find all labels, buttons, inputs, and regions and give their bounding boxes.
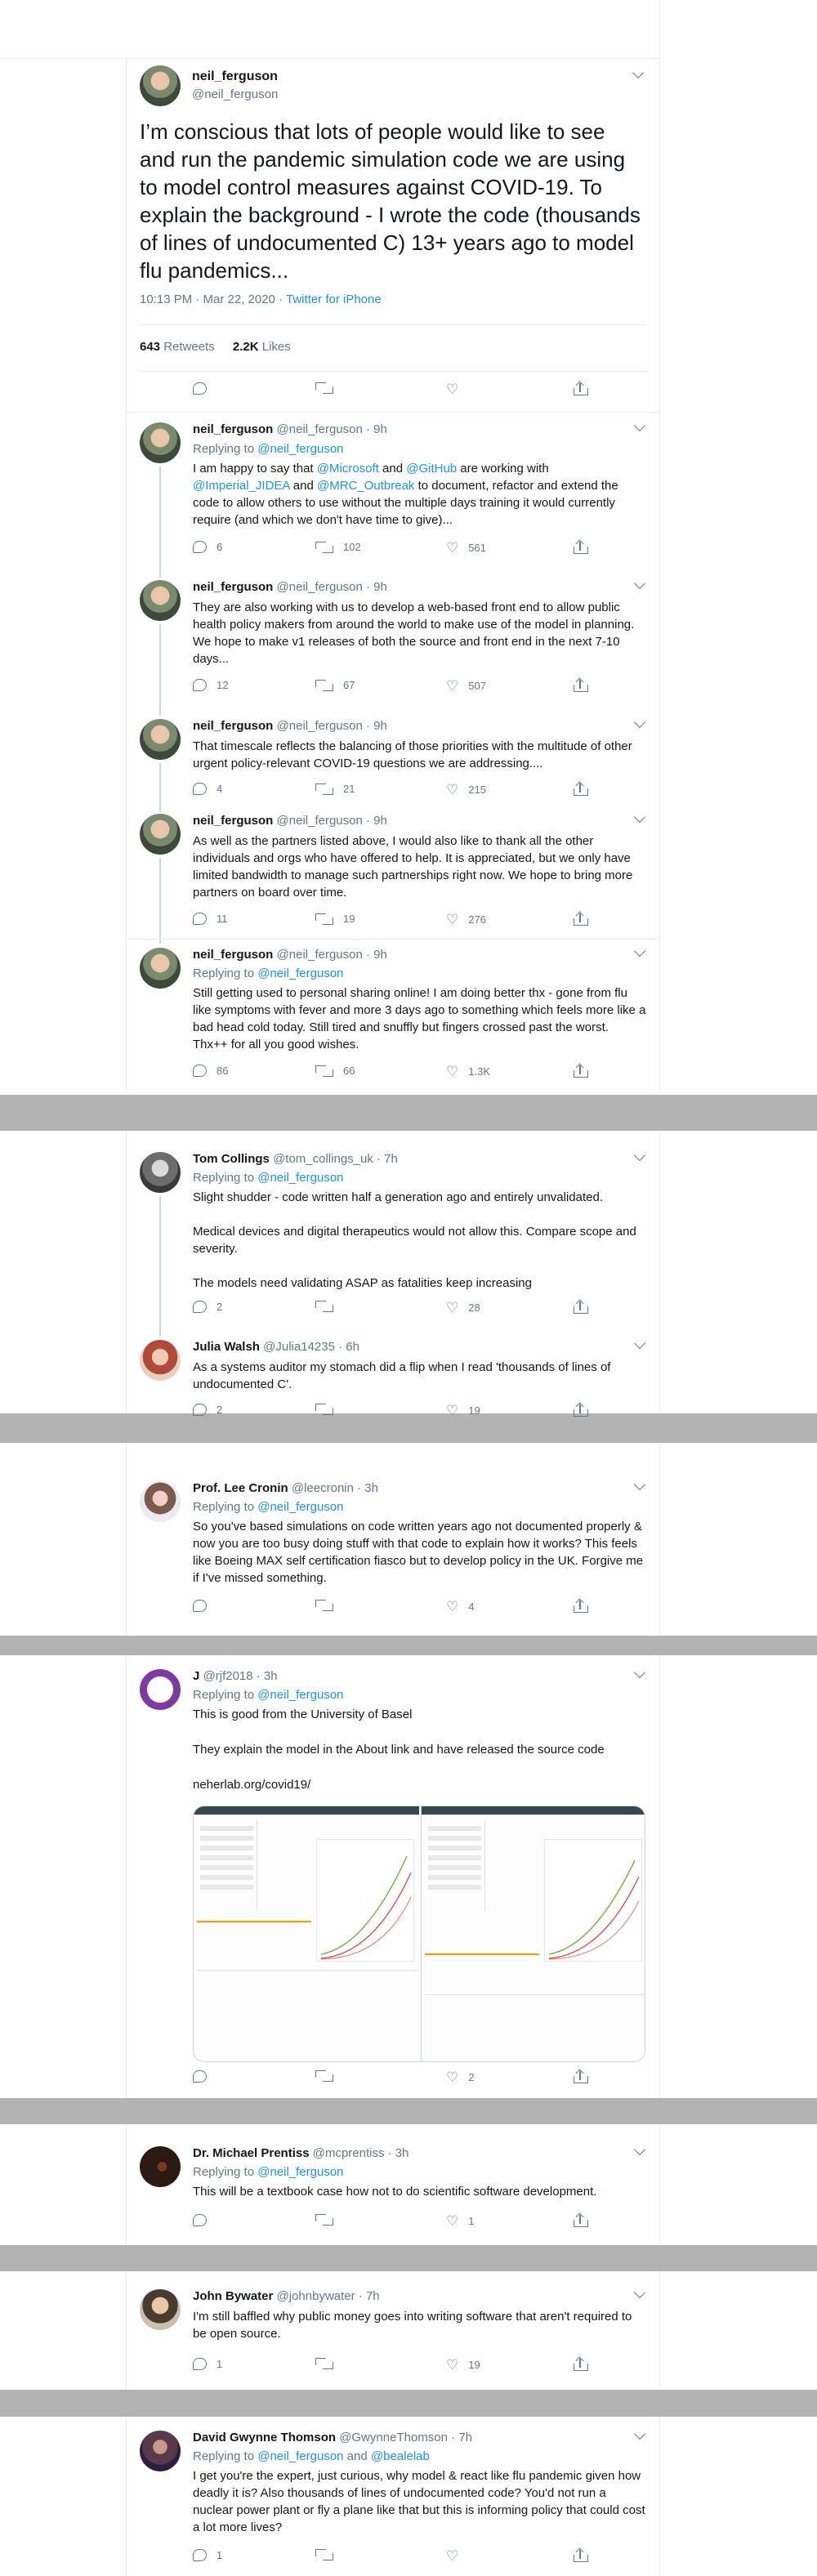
author-handle[interactable]: @neil_ferguson — [192, 87, 279, 101]
reply-icon — [193, 1301, 207, 1313]
conversation-separator — [0, 2245, 817, 2271]
mention-link[interactable]: @neil_ferguson — [257, 967, 344, 980]
share-button[interactable] — [574, 2070, 587, 2083]
like-button[interactable]: ♡ 28 — [446, 1300, 480, 1315]
replying-to: Replying to @neil_ferguson — [193, 442, 344, 456]
share-button[interactable] — [574, 913, 587, 926]
retweet-icon — [315, 1600, 333, 1611]
reply-button[interactable] — [193, 382, 207, 395]
tweet-text-line: They explain the model in the About link and have released the source code — [193, 1743, 605, 1757]
reply-icon — [193, 541, 207, 553]
tweet-actions — [193, 1404, 601, 1422]
retweet-button[interactable]: 19 — [315, 913, 355, 925]
reply-icon — [193, 783, 207, 795]
retweet-icon — [315, 680, 333, 691]
conversation-separator — [0, 2390, 817, 2417]
like-button[interactable] — [446, 2549, 468, 2563]
like-button[interactable]: ♡ 276 — [446, 912, 486, 927]
heart-icon: ♡ — [446, 2069, 459, 2085]
author-line[interactable]: Dr. Michael Prentiss @mcprentiss · 3h — [193, 2146, 409, 2160]
author-line[interactable]: Julia Walsh @Julia14235 · 6h — [193, 1340, 359, 1354]
tweet-text: So you've based simulations on code written years ago not documented properly & now you are too busy doing stuff with that code to explain how it works? This feels like Boeing MAX self certification fiasco but to develop policy in the UK. Forgive me if I've missed something. — [193, 1520, 644, 1585]
reply-button[interactable]: 11 — [193, 913, 228, 925]
author-line[interactable]: neil_ferguson @neil_ferguson · 9h — [193, 814, 387, 828]
author-line[interactable]: Prof. Lee Cronin @leecronin · 3h — [193, 1481, 378, 1495]
share-button[interactable] — [574, 541, 587, 554]
tweet-text: I'm still baffled why public money goes into writing software that aren't required to be open source. — [193, 2310, 632, 2341]
tweet-source-link[interactable]: Twitter for iPhone — [285, 292, 382, 306]
share-button[interactable] — [574, 679, 587, 692]
mention-link[interactable]: @Microsoft — [316, 462, 379, 475]
tweet-actions — [193, 2358, 601, 2376]
share-icon — [574, 783, 587, 796]
retweet-icon — [315, 382, 333, 394]
share-button[interactable] — [574, 1065, 587, 1078]
mention-link[interactable]: @neil_ferguson — [257, 1500, 344, 1514]
tweet-text: That timescale reflects the balancing of those priorities with the multitude of other urgent policy-relevant COVID-19 questions we are addressing.... — [193, 739, 632, 770]
share-icon — [574, 1065, 587, 1078]
external-link[interactable]: neherlab.org/covid19/ — [193, 1778, 311, 1792]
heart-icon: ♡ — [446, 782, 459, 797]
avatar[interactable] — [140, 2146, 181, 2187]
avatar[interactable] — [140, 1481, 181, 1522]
like-button[interactable]: ♡ 1.3K — [446, 1064, 490, 1079]
retweet-icon — [315, 913, 333, 925]
app-screenshot-left — [194, 1806, 419, 2062]
retweet-icon — [315, 1065, 333, 1077]
like-button[interactable]: ♡ 507 — [446, 678, 486, 694]
avatar[interactable] — [140, 65, 181, 106]
reply-icon — [193, 2214, 207, 2226]
retweet-icon — [315, 542, 333, 553]
tweet-timestamp — [140, 292, 382, 306]
reply-button[interactable]: 1 — [193, 2549, 222, 2561]
avatar[interactable] — [140, 1669, 181, 1710]
replying-to: Replying to @neil_ferguson and @bealelab — [193, 2449, 430, 2463]
like-button[interactable]: ♡ 4 — [446, 1599, 475, 1614]
retweet-button[interactable]: 21 — [315, 783, 355, 795]
tweet-actions — [193, 2214, 601, 2232]
attached-image[interactable] — [193, 1806, 645, 2062]
replying-to: Replying to @neil_ferguson — [193, 1688, 344, 1702]
heart-icon: ♡ — [446, 1300, 459, 1315]
avatar[interactable] — [140, 580, 181, 621]
reply-button[interactable] — [193, 2214, 217, 2226]
reply-icon — [193, 2358, 207, 2370]
retweet-button[interactable]: 102 — [315, 541, 361, 553]
avatar[interactable] — [140, 948, 181, 989]
avatar[interactable] — [140, 719, 181, 760]
share-button[interactable] — [574, 1301, 587, 1314]
retweet-button[interactable] — [315, 2070, 343, 2082]
mention-link[interactable]: @Imperial_JIDEA — [193, 479, 290, 493]
avatar[interactable] — [140, 422, 181, 463]
tweet-text: I’m conscious that lots of people would like to see and run the pandemic simulation code we are using to model control measures against COVID-19. To explain the background - I wrote the code (thousands of lines of undocumented C) 13+ years ago to model flu pandemics... — [140, 119, 641, 283]
mention-link[interactable]: @neil_ferguson — [257, 2165, 344, 2179]
author-line[interactable]: neil_ferguson @neil_ferguson · 9h — [193, 580, 387, 594]
retweet-button[interactable] — [315, 1600, 343, 1611]
tweet-actions — [193, 1065, 601, 1083]
main-tweet-actions — [193, 382, 601, 400]
likes-stat[interactable]: 2.2K Likes — [232, 340, 291, 354]
share-icon — [574, 1301, 587, 1314]
tweet-actions — [193, 679, 601, 697]
mention-link[interactable]: @neil_ferguson — [257, 1688, 344, 1702]
reply-icon — [193, 1404, 207, 1416]
app-screenshot-right — [421, 1806, 645, 2062]
reply-icon — [193, 2549, 207, 2561]
reply-icon — [193, 1600, 207, 1612]
retweet-icon — [315, 784, 333, 795]
retweet-button[interactable]: 66 — [315, 1065, 355, 1077]
share-icon — [574, 2070, 587, 2083]
tweet-actions — [193, 1600, 601, 1618]
mention-link[interactable]: @bealelab — [370, 2449, 430, 2463]
tweet-actions — [193, 2070, 601, 2088]
heart-icon: ♡ — [446, 2213, 459, 2229]
heart-icon: ♡ — [446, 1599, 459, 1614]
author-line[interactable]: J @rjf2018 · 3h — [193, 1669, 278, 1683]
conversation-separator — [0, 2098, 817, 2124]
retweet-button[interactable] — [315, 1404, 343, 1415]
retweet-button[interactable] — [315, 2358, 343, 2369]
reply-button[interactable]: 1 — [193, 2358, 222, 2370]
share-icon — [574, 541, 587, 554]
avatar[interactable] — [140, 1340, 181, 1381]
author-line[interactable]: David Gwynne Thomson @GwynneThomson · 7h — [193, 2431, 472, 2444]
avatar[interactable] — [140, 2289, 181, 2330]
tweet-text-line: This is good from the University of Basel — [193, 1708, 413, 1721]
avatar[interactable] — [140, 1152, 181, 1193]
retweet-button[interactable] — [315, 1301, 343, 1312]
reply-button[interactable]: 12 — [193, 679, 228, 691]
share-icon — [574, 382, 587, 395]
author-line[interactable]: John Bywater @johnbywater · 7h — [193, 2289, 380, 2303]
reply-button[interactable]: 4 — [193, 783, 222, 795]
tweet-stats — [140, 340, 291, 354]
divider — [126, 939, 660, 940]
mention-link[interactable]: @neil_ferguson — [257, 2449, 344, 2463]
thread-connector — [159, 624, 161, 716]
retweets-stat[interactable]: 643 Retweets — [140, 340, 215, 354]
share-button[interactable] — [574, 783, 587, 796]
share-button[interactable] — [574, 1600, 587, 1613]
share-button[interactable] — [574, 382, 587, 395]
share-button[interactable] — [574, 2214, 587, 2227]
timestamp-text[interactable]: 10:13 PM · Mar 22, 2020 · — [140, 292, 286, 306]
tweet-text: I am happy to say that @Microsoft and @GitHub are working with @Imperial_JIDEA and @MRC_Outbreak to document, refactor and extend the code to allow others to use without the multiple days training it would currently require (and which we don't have time to give)... — [193, 462, 618, 527]
share-icon — [574, 2549, 587, 2562]
retweet-icon — [315, 2549, 333, 2560]
like-button[interactable]: ♡ 19 — [446, 1403, 480, 1418]
retweet-button[interactable] — [315, 2549, 343, 2560]
like-button[interactable] — [446, 382, 458, 396]
conversation-separator — [0, 1095, 817, 1131]
tweet-actions — [193, 2549, 601, 2567]
author-line[interactable]: neil_ferguson @neil_ferguson · 9h — [193, 422, 387, 436]
reply-icon — [193, 679, 207, 691]
avatar[interactable] — [140, 814, 181, 855]
mention-link[interactable]: @neil_ferguson — [257, 1171, 344, 1185]
tweet-text-line: The models need validating ASAP as fatalities keep increasing — [193, 1276, 532, 1290]
heart-icon: ♡ — [446, 912, 459, 927]
tweet-text: This will be a textbook case how not to do scientific software development. — [193, 2185, 597, 2199]
conversation-separator — [0, 1636, 817, 1655]
reply-icon — [193, 1065, 207, 1077]
tweet-actions — [193, 1301, 601, 1319]
retweet-icon — [315, 1301, 333, 1312]
heart-icon: ♡ — [446, 2548, 459, 2564]
like-button[interactable]: ♡ 2 — [446, 2069, 475, 2085]
tweet-actions — [193, 541, 601, 559]
heart-icon: ♡ — [446, 1403, 459, 1418]
replying-to: Replying to @neil_ferguson — [193, 1500, 344, 1514]
top-spacer — [0, 0, 660, 59]
share-icon — [574, 1600, 587, 1613]
reply-button[interactable]: 86 — [193, 1065, 228, 1077]
share-button[interactable] — [574, 2549, 587, 2562]
reply-icon — [193, 2070, 207, 2083]
like-button[interactable]: ♡ 19 — [446, 2357, 480, 2373]
retweet-icon — [315, 2214, 333, 2226]
divider — [126, 412, 660, 413]
heart-icon: ♡ — [446, 540, 459, 556]
tweet-text: They are also working with us to develop a web-based front end to allow public health policy makers from around the world to make use of the model in planning. We hope to make v1 releases of both the source and front end in the next 7-10 days... — [193, 600, 635, 666]
reply-button[interactable]: 2 — [193, 1404, 222, 1416]
tweet-text-line: Medical devices and digital therapeutics would not allow this. Compare scope and severity. — [193, 1225, 636, 1256]
reply-icon — [193, 913, 207, 925]
thread-connector — [159, 858, 161, 944]
tweet-text: As a systems auditor my stomach did a flip when I read 'thousands of lines of undocumented C'. — [193, 1360, 611, 1391]
share-icon — [574, 2358, 587, 2371]
reply-button[interactable]: 6 — [193, 541, 222, 553]
retweet-button[interactable] — [315, 382, 333, 394]
avatar[interactable] — [140, 2431, 181, 2471]
retweet-icon — [315, 2358, 333, 2369]
author-line[interactable]: neil_ferguson @neil_ferguson · 9h — [193, 719, 387, 733]
share-icon — [574, 2214, 587, 2227]
heart-icon: ♡ — [446, 382, 459, 397]
tweet-actions — [193, 783, 601, 801]
share-icon — [574, 679, 587, 692]
retweet-button[interactable] — [315, 2214, 343, 2226]
mention-link[interactable]: @neil_ferguson — [257, 442, 344, 456]
author-name[interactable]: neil_ferguson — [192, 69, 278, 83]
thread-connector — [159, 763, 161, 812]
thread-connector — [159, 467, 161, 577]
heart-icon: ♡ — [446, 2357, 459, 2373]
reply-button[interactable] — [193, 1600, 217, 1612]
chart-thumbnail — [316, 1839, 414, 1962]
divider — [140, 324, 646, 325]
replying-to: Replying to @neil_ferguson — [193, 2165, 344, 2179]
heart-icon: ♡ — [446, 1064, 459, 1079]
replying-to: Replying to @neil_ferguson — [193, 1171, 344, 1185]
tweet-text-line: Slight shudder - code written half a generation ago and entirely unvalidated. — [193, 1190, 603, 1204]
share-icon — [574, 1404, 587, 1417]
retweet-icon — [315, 1404, 333, 1415]
share-button[interactable] — [574, 1404, 587, 1417]
divider — [140, 371, 646, 372]
reply-icon — [193, 382, 207, 395]
tweet-actions — [193, 913, 601, 931]
tweet-text: Still getting used to personal sharing online! I am doing better thx - gone from flu like symptoms with fever and more 3 days ago to something which feels more like a bad head cold today. Still tired and snuffly but fingers crossed past the worst. Thx++ for all you good wishes. — [193, 986, 646, 1051]
author-line[interactable]: Tom Collings @tom_collings_uk · 7h — [193, 1152, 398, 1166]
share-button[interactable] — [574, 2358, 587, 2371]
author-line[interactable]: neil_ferguson @neil_ferguson · 9h — [193, 948, 387, 962]
tweet-text: I get you're the expert, just curious, why model & react like flu pandemic given how deadly it is? Also thousands of lines of undocumented code? You'd not run a nuclear power plant or fly a plane like that but this is informing policy that could cost a lot more lives? — [193, 2469, 645, 2534]
replying-to: Replying to @neil_ferguson — [193, 967, 344, 980]
retweet-icon — [315, 2070, 333, 2082]
mention-link[interactable]: @MRC_Outbreak — [316, 479, 415, 493]
like-button[interactable]: ♡ 1 — [446, 2213, 475, 2229]
like-button[interactable]: ♡ 561 — [446, 540, 486, 556]
heart-icon: ♡ — [446, 678, 459, 694]
like-button[interactable]: ♡ 215 — [446, 782, 486, 797]
reply-button[interactable] — [193, 2070, 217, 2083]
mention-link[interactable]: @GitHub — [406, 462, 458, 475]
thread-connector — [159, 1196, 161, 1337]
tweet-text: As well as the partners listed above, I would also like to thank all the other individuals and orgs who have offered to help. It is appreciated, but we only have limited bandwidth to manage such partnerships right now. We hope to bring more partners on board over time. — [193, 834, 633, 900]
chart-thumbnail — [544, 1839, 642, 1962]
reply-button[interactable]: 2 — [193, 1301, 222, 1313]
share-icon — [574, 913, 587, 926]
retweet-button[interactable]: 67 — [315, 679, 355, 691]
